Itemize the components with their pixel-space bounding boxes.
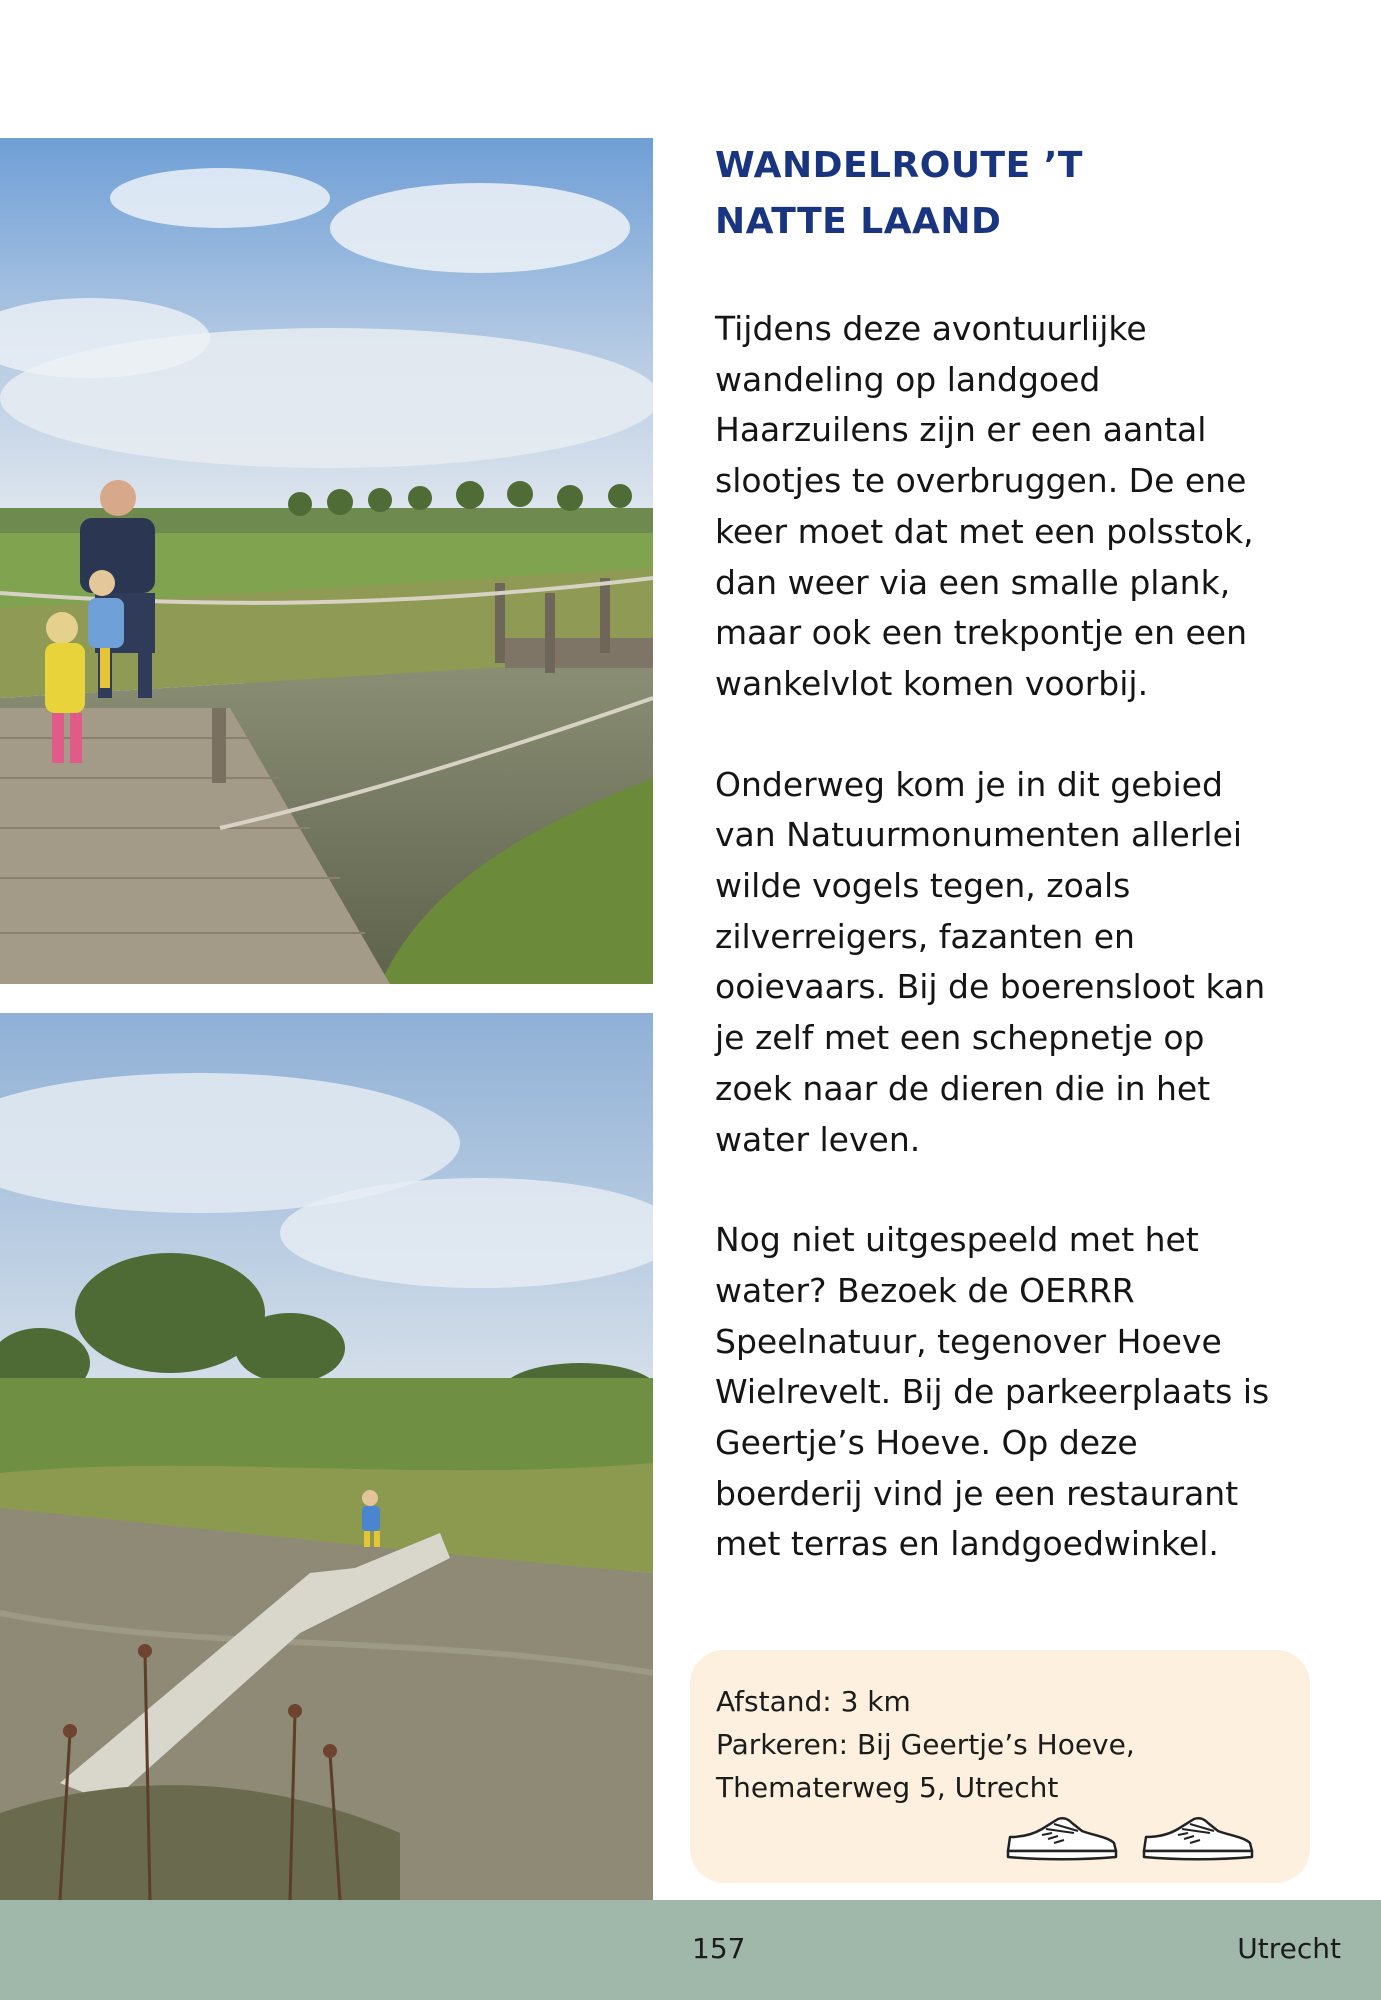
- region-label: Utrecht: [1237, 1932, 1341, 1965]
- page-number: 157: [692, 1932, 746, 1965]
- photo-pontoon-crossing: [0, 138, 653, 984]
- title-line-1: WANDELROUTE ’T: [715, 145, 1083, 186]
- parking-text: Parkeren: Bij Geertje’s Hoeve, Thematerweg 5, Utrecht: [716, 1728, 1135, 1804]
- distance-text: Afstand: 3 km: [716, 1685, 911, 1718]
- photo-child-on-log: [0, 1013, 653, 1900]
- article: [715, 138, 1315, 1570]
- article-title: [715, 138, 1315, 250]
- paragraph-intro: Tijdens deze avontuurlijke wandeling op landgoed Haarzuilens zijn er een aantal slootjes te overbruggen. De ene keer moet dat met een polsstok, dan weer via een smalle plank, maar ook een trekpontje en een wankelvlot komen voorbij.: [715, 309, 1254, 703]
- difficulty-shoes: [1002, 1811, 1258, 1863]
- page-footer: [0, 1900, 1381, 2000]
- paragraph-birds: Onderweg kom je in dit gebied van Natuurmonumenten allerlei wilde vogels tegen, zoals zilverreigers, fazanten en ooievaars. Bij de boerensloot kan je zelf met een schepnetje op zoek naar de dieren die in het water leven.: [715, 764, 1266, 1159]
- sneaker-icon: [1002, 1811, 1122, 1863]
- sneaker-icon: [1138, 1811, 1258, 1863]
- paragraph-playground: Nog niet uitgespeeld met het water? Bezoek de OERRR Speelnatuur, tegenover Hoeve Wielrevelt. Bij de parkeerplaats is Geertje’s Hoeve. Op deze boerderij vind je een restaurant met terras en landgoedwinkel.: [715, 1220, 1270, 1564]
- route-info-card: [690, 1650, 1310, 1883]
- title-line-2: NATTE LAAND: [715, 201, 1002, 242]
